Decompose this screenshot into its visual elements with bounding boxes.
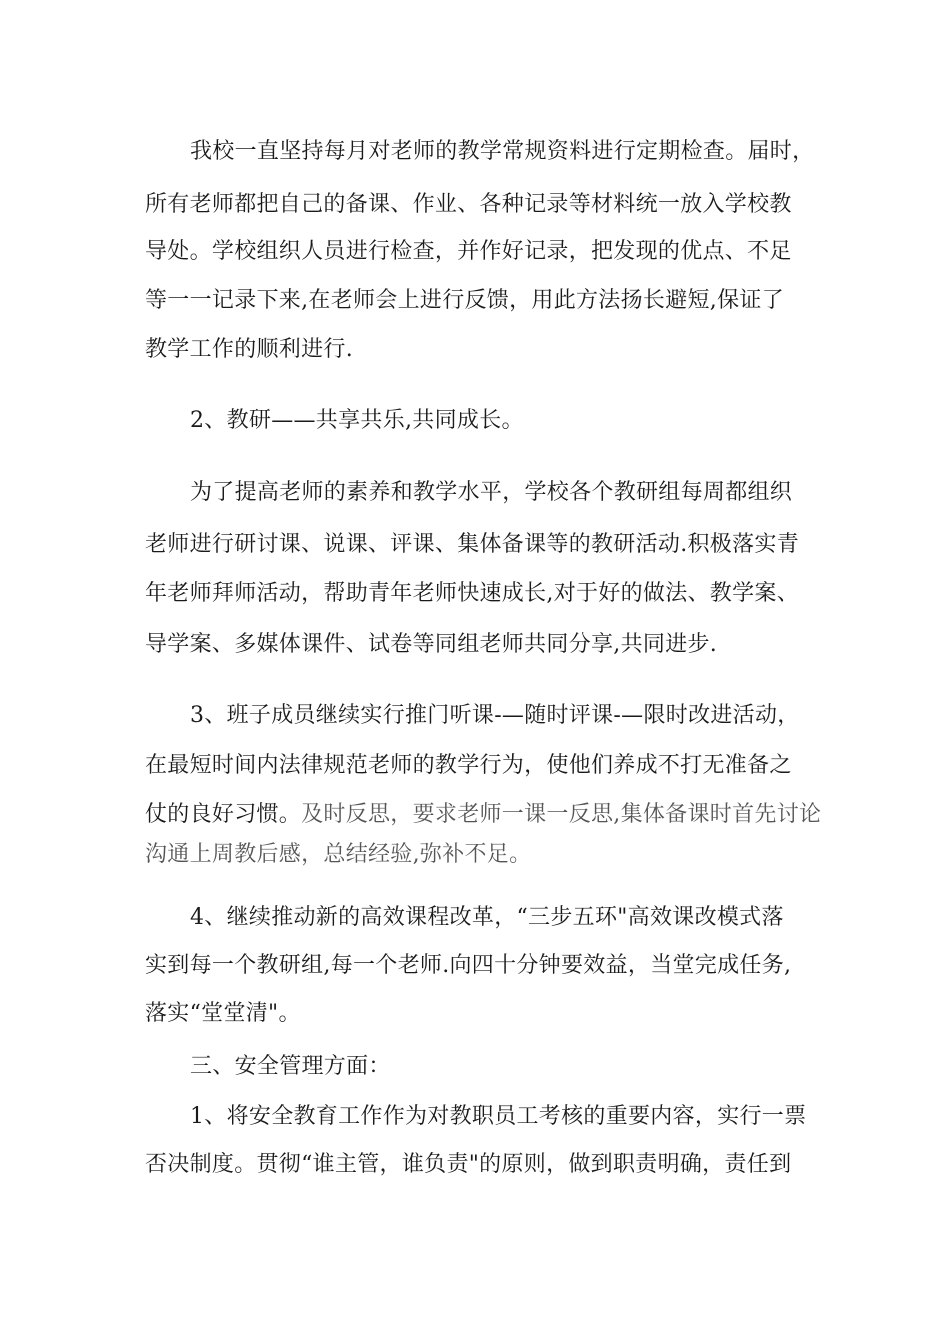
paragraph-line: 导处。学校组织人员进行检查，并作好记录，把发现的优点、不足 [145,239,792,264]
paragraph-line: 教学工作的顺利进行. [145,337,353,362]
paragraph-line: 年老师拜师活动，帮助青年老师快速成长,对于好的做法、教学案、 [145,581,799,606]
section-heading: 三、安全管理方面： [190,1054,391,1079]
paragraph-line-head: 仗的良好习惯。 [145,802,302,827]
paragraph-line: 在最短时间内法律规范老师的教学行为，使他们养成不打无准备之 [145,753,792,778]
paragraph-line [145,800,822,830]
paragraph-line: 落实“堂堂清"。 [145,1001,301,1026]
paragraph-line: 4、继续推动新的高效课程改革，“三步五环"高效课改模式落 [190,905,784,930]
paragraph-line: 所有老师都把自己的备课、作业、各种记录等材料统一放入学校教 [145,192,792,217]
paragraph-line: 实到每一个教研组,每一个老师.向四十分钟要效益，当堂完成任务, [145,953,792,978]
paragraph-line: 我校一直坚持每月对老师的教学常规资料进行定期检查。届时， [190,139,815,164]
paragraph-line-tail: 及时反思，要求老师一课一反思,集体备课时首先讨论 [301,802,822,827]
paragraph-line: 导学案、多媒体课件、试卷等同组老师共同分享,共同进步. [145,632,718,657]
paragraph-line: 1、将安全教育工作作为对教职员工考核的重要内容，实行一票 [190,1104,807,1129]
paragraph-line: 老师进行研讨课、说课、评课、集体备课等的教研活动.积极落实青 [145,532,799,557]
paragraph-line: 否决制度。贯彻“谁主管，谁负责"的原则，做到职责明确，责任到 [145,1152,792,1177]
paragraph-line: 为了提高老师的素养和教学水平，学校各个教研组每周都组织 [190,480,793,505]
paragraph-line: 3、班子成员继续实行推门听课-—随时评课-—限时改进活动， [190,703,800,728]
paragraph-line: 沟通上周教后感，总结经验,弥补不足。 [145,842,532,867]
paragraph-line: 等一一记录下来,在老师会上进行反馈，用此方法扬长避短,保证了 [145,288,784,313]
section-heading: 2、教研——共享共乐,共同成长。 [190,408,524,433]
